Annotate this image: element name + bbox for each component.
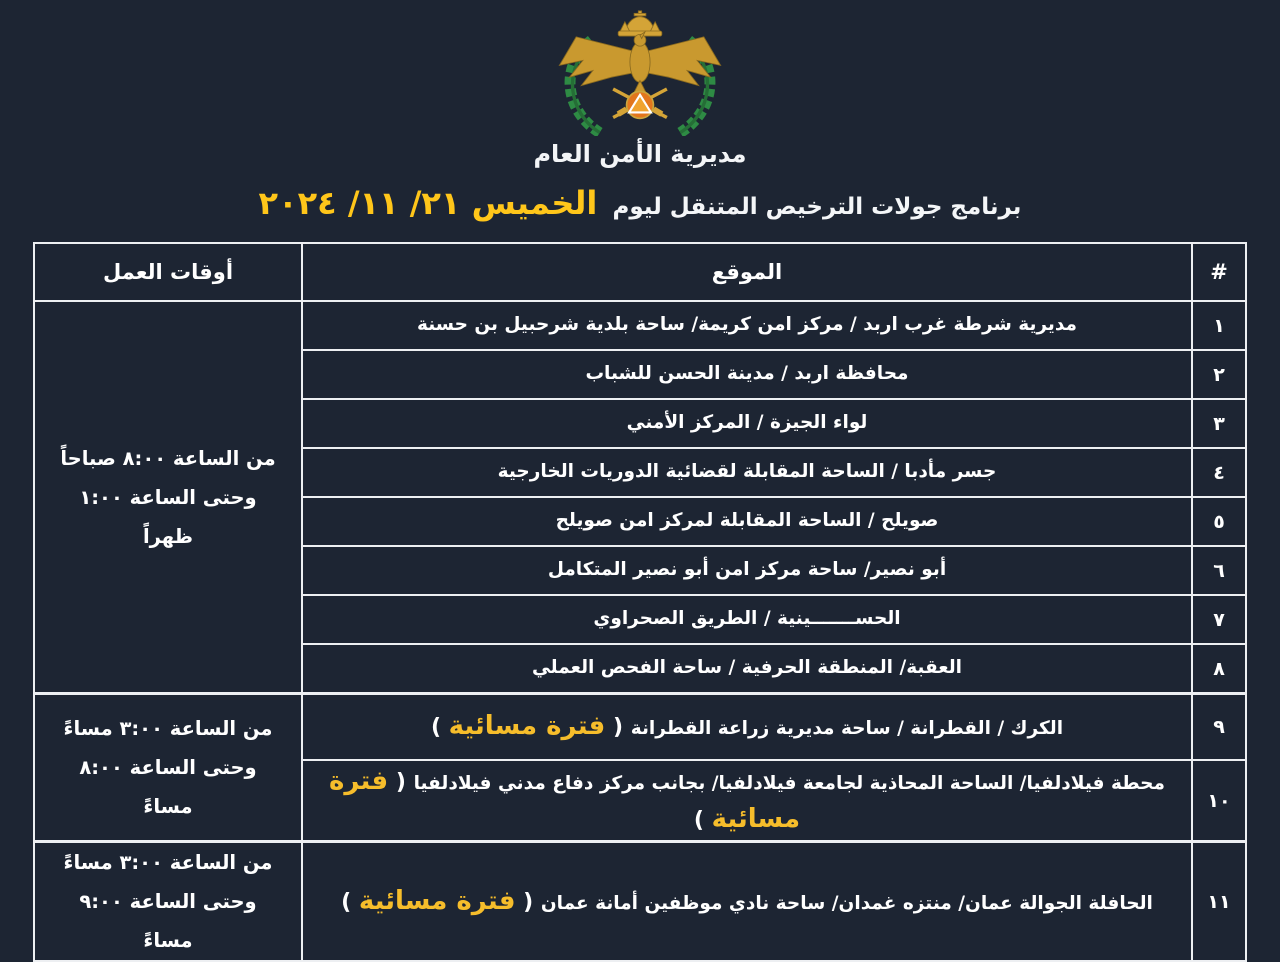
civil-defense-icon xyxy=(627,91,654,118)
evening-badge: فترة مسائية xyxy=(329,766,801,834)
row-location xyxy=(302,694,1192,761)
crown-icon xyxy=(618,11,662,36)
evening-paren-close: ) xyxy=(341,890,359,916)
location-text: الحافلة الجوالة عمان/ منتزه غمدان/ ساحة نادي موظفين أمانة عمان xyxy=(540,893,1153,915)
schedule-table-container xyxy=(33,242,1247,962)
location-text: لواء الجيزة / المركز الأمني xyxy=(626,412,868,434)
table-row xyxy=(34,842,1246,962)
header-times: أوقات العمل xyxy=(34,243,302,301)
location-text: محافظة اربد / مدينة الحسن للشباب xyxy=(585,363,909,385)
row-number: ٦ xyxy=(1192,546,1246,595)
org-name: مديرية الأمن العام xyxy=(533,140,747,168)
row-location xyxy=(302,301,1192,350)
header-location: الموقع xyxy=(302,243,1192,301)
title-prefix: برنامج جولات الترخيص المتنقل ليوم xyxy=(612,194,1022,220)
schedule-table-body xyxy=(34,301,1246,961)
row-number: ٧ xyxy=(1192,595,1246,644)
evening-paren-open: ( xyxy=(388,770,414,795)
page-header xyxy=(0,0,1280,168)
row-number: ٥ xyxy=(1192,497,1246,546)
location-text: صويلح / الساحة المقابلة لمركز امن صويلح xyxy=(555,510,939,532)
row-number: ٨ xyxy=(1192,644,1246,694)
row-number: ١ xyxy=(1192,301,1246,350)
location-text: أبو نصير/ ساحة مركز امن أبو نصير المتكامل xyxy=(547,559,947,581)
title-date: الخميس ٢١/ ١١/ ٢٠٢٤ xyxy=(258,184,598,222)
row-location xyxy=(302,497,1192,546)
row-location xyxy=(302,760,1192,842)
row-number: ١٠ xyxy=(1192,760,1246,842)
public-security-emblem-icon xyxy=(535,10,745,136)
row-number: ٩ xyxy=(1192,694,1246,761)
row-location xyxy=(302,595,1192,644)
row-number: ١١ xyxy=(1192,842,1246,962)
location-text: محطة فيلادلفيا/ الساحة المحاذية لجامعة فيلادلفيا/ بجانب مركز دفاع مدني فيلادلفيا xyxy=(413,773,1165,794)
time-range: من الساعة ٨:٠٠ صباحاً وحتى الساعة ١:٠٠ ظهراً xyxy=(34,301,302,694)
row-location xyxy=(302,350,1192,399)
row-number: ٢ xyxy=(1192,350,1246,399)
row-location xyxy=(302,842,1192,962)
row-number: ٣ xyxy=(1192,399,1246,448)
location-text: جسر مأدبا / الساحة المقابلة لقضائية الدوريات الخارجية xyxy=(497,461,997,483)
evening-badge: فترة مسائية xyxy=(448,711,606,742)
row-location xyxy=(302,644,1192,694)
evening-badge: فترة مسائية xyxy=(358,886,516,917)
page-title xyxy=(0,184,1280,222)
table-row xyxy=(34,301,1246,350)
row-location xyxy=(302,448,1192,497)
location-text: الكرك / القطرانة / ساحة مديرية زراعة القطرانة xyxy=(630,718,1064,740)
row-location xyxy=(302,546,1192,595)
location-text: الحســـــــينية / الطريق الصحراوي xyxy=(593,608,901,630)
table-row xyxy=(34,694,1246,761)
evening-paren-open: ( xyxy=(605,715,631,741)
row-number: ٤ xyxy=(1192,448,1246,497)
table-header-row xyxy=(34,243,1246,301)
evening-paren-close: ) xyxy=(430,715,449,741)
location-text: مديرية شرطة غرب اربد / مركز امن كريمة/ ساحة بلدية شرحبيل بن حسنة xyxy=(417,314,1077,336)
time-range: من الساعة ٣:٠٠ مساءً وحتى الساعة ٨:٠٠ مساءً xyxy=(34,694,302,842)
evening-paren-open: ( xyxy=(515,890,541,916)
header-number: # xyxy=(1192,243,1246,301)
row-location xyxy=(302,399,1192,448)
location-text: العقبة/ المنطقة الحرفية / ساحة الفحص العملي xyxy=(531,657,963,679)
time-range: من الساعة ٣:٠٠ مساءً وحتى الساعة ٩:٠٠ مساءً xyxy=(34,842,302,962)
evening-paren-close: ) xyxy=(693,807,712,833)
schedule-table xyxy=(33,242,1247,962)
